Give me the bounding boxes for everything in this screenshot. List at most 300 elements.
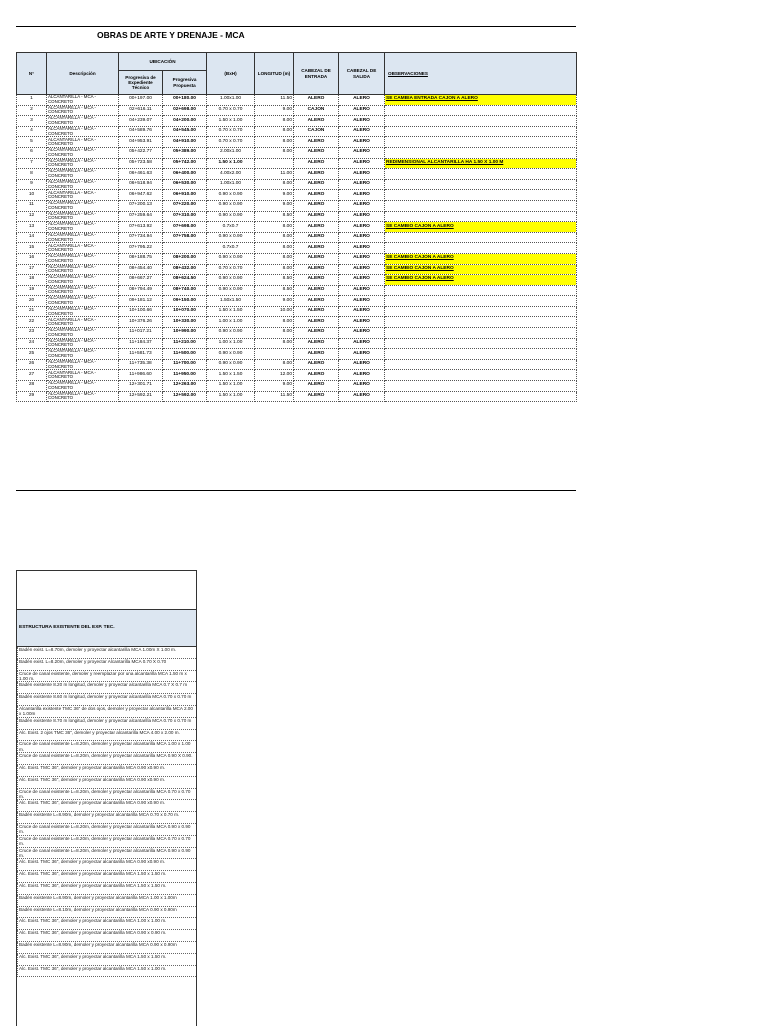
cell-n: 8 — [17, 169, 47, 180]
cell-bxh: 0.90 x 0.90 — [207, 328, 255, 339]
cell-bxh: 0.90 x 0.90 — [207, 253, 255, 264]
cell-cabezal-entrada: ALERO — [294, 211, 339, 222]
cell-cabezal-salida: ALERO — [339, 317, 385, 328]
cell-descripcion: ALCANTARILLA - MCA - CONCRETO — [47, 391, 119, 402]
cell-observaciones — [385, 306, 577, 317]
cell-progresiva-expediente: 11+581.73 — [119, 349, 163, 360]
cell-descripcion: ALCANTARILLA - MCA - CONCRETO — [47, 222, 119, 233]
cell-n: 10 — [17, 190, 47, 201]
cell-progresiva-expediente: 05+723.58 — [119, 158, 163, 169]
cell-observaciones — [385, 391, 577, 402]
cell-progresiva-expediente: 10+376.26 — [119, 317, 163, 328]
cell-observaciones — [385, 137, 577, 148]
cell-cabezal-salida: ALERO — [339, 328, 385, 339]
cell-cabezal-salida: ALERO — [339, 243, 385, 254]
table-row — [17, 158, 577, 169]
cell-cabezal-salida: ALERO — [339, 200, 385, 211]
cell-observaciones — [385, 147, 577, 158]
cell-progresiva-expediente: 12+592.21 — [119, 391, 163, 402]
cell-bxh: 4.00x2.00 — [207, 169, 255, 180]
cell-longitud: 10.00 — [255, 306, 294, 317]
list-item: Cruce de canal existente L=8.20m, demoler y proyectar alcantarilla MCA 1.00 x 1.00 m. — [17, 741, 196, 753]
cell-cabezal-entrada: ALERO — [294, 317, 339, 328]
cell-descripcion: ALCANTARILLA - MCA - CONCRETO — [47, 95, 119, 106]
cell-cabezal-salida: ALERO — [339, 391, 385, 402]
list-item: Alc. Exist. TMC 36", demoler y proyectar alcantarilla MCA 1.50 x 1.50 m. — [17, 883, 196, 895]
cell-longitud: 8.00 — [255, 264, 294, 275]
cell-progresiva-propuesta: 08+432.00 — [163, 264, 207, 275]
table-row — [17, 370, 577, 381]
cell-longitud: 8.00 — [255, 232, 294, 243]
cell-bxh: 1.50 x 1.00 — [207, 116, 255, 127]
cell-longitud — [255, 158, 294, 169]
cell-descripcion: ALCANTARILLA - MCA - CONCRETO — [47, 381, 119, 392]
cell-cabezal-entrada: CAJON — [294, 105, 339, 116]
cell-progresiva-propuesta: 05+389.00 — [163, 147, 207, 158]
cell-n: 27 — [17, 370, 47, 381]
cell-observaciones — [385, 359, 577, 370]
cell-bxh: 0.90 x 0.90 — [207, 232, 255, 243]
cell-bxh: 1.50 x 1.50 — [207, 306, 255, 317]
cell-progresiva-propuesta: 06+530.00 — [163, 179, 207, 190]
cell-bxh: 0.7x0.7 — [207, 243, 255, 254]
cell-longitud: 8.00 — [255, 338, 294, 349]
cell-observaciones — [385, 200, 577, 211]
cell-progresiva-propuesta: 00+180.00 — [163, 95, 207, 106]
table-row — [17, 179, 577, 190]
table-row — [17, 338, 577, 349]
cell-bxh: 1.00x1.00 — [207, 179, 255, 190]
list-item: Alc. Exist. TMC 36", demoler y proyectar alcantarilla MCA 0.90 x0.90 m. — [17, 859, 196, 871]
cell-cabezal-entrada: ALERO — [294, 328, 339, 339]
cell-progresiva-expediente: 11+735.38 — [119, 359, 163, 370]
existing-structure-panel — [16, 570, 197, 1026]
table-row — [17, 359, 577, 370]
cell-progresiva-propuesta: 11+950.00 — [163, 370, 207, 381]
cell-cabezal-entrada: ALERO — [294, 370, 339, 381]
cell-progresiva-propuesta: 10+990.00 — [163, 328, 207, 339]
cell-bxh: 0.7x0.7 — [207, 222, 255, 233]
list-item: Alc. Exist. TMC 36", demoler y proyectar alcantarilla MCA 0.90 x0.90 m. — [17, 777, 196, 789]
cell-progresiva-propuesta: 11+500.00 — [163, 349, 207, 360]
cell-n: 11 — [17, 200, 47, 211]
cell-bxh: 0.90 x 0.90 — [207, 275, 255, 286]
cell-observaciones — [385, 338, 577, 349]
table-row — [17, 285, 577, 296]
cell-observaciones: SE CAMBIO CAJON A ALERO — [385, 253, 577, 264]
cell-longitud: 8.00 — [255, 243, 294, 254]
cell-bxh: 1.50 x 1.00 — [207, 158, 255, 169]
table-row — [17, 264, 577, 275]
header-descripcion: Descripción — [47, 53, 119, 95]
table-row — [17, 253, 577, 264]
list-item: Alc. Exist. TMC 36", demoler y proyectar alcantarilla MCA 1.50 x 1.00 m. — [17, 966, 196, 978]
cell-bxh: 0.70 x 0.70 — [207, 105, 255, 116]
cell-longitud: 9.00 — [255, 381, 294, 392]
cell-progresiva-expediente: 07+613.92 — [119, 222, 163, 233]
cell-bxh: 0.90 x 0.90 — [207, 200, 255, 211]
table-row — [17, 211, 577, 222]
cell-n: 5 — [17, 137, 47, 148]
list-item: Badén existente 8.20 m longitud, demoler y proyectar alcantarilla MCA 0.7 X 0.7 m — [17, 682, 196, 694]
cell-observaciones: SE CAMBIO CAJON A ALERO — [385, 222, 577, 233]
list-item: Cruce de canal existente L=8.20m, demoler y proyectar alcantarilla MCA 0.70 x 0.70 m. — [17, 836, 196, 848]
cell-cabezal-salida: ALERO — [339, 222, 385, 233]
cell-bxh: 0.70 x 0.70 — [207, 126, 255, 137]
existing-structure-list — [17, 647, 196, 977]
list-item: Alc. Exist. TMC 36", demoler y proyectar alcantarilla MCA 1.50 x 1.50 m. — [17, 954, 196, 966]
cell-cabezal-salida: ALERO — [339, 381, 385, 392]
cell-bxh: 0.90 x 0.90 — [207, 359, 255, 370]
cell-n: 9 — [17, 179, 47, 190]
cell-progresiva-propuesta: 08+740.00 — [163, 285, 207, 296]
cell-cabezal-entrada: ALERO — [294, 147, 339, 158]
header-longitud: LONGITUD (m) — [255, 53, 294, 95]
cell-progresiva-expediente: 11+986.60 — [119, 370, 163, 381]
cell-bxh: 1.50 x 1.00 — [207, 391, 255, 402]
list-item: Alc. Exist. 2 ojos TMC 36", demoler y proyectar alcantarilla MCA 4.00 x 2.00 m. — [17, 730, 196, 742]
cell-progresiva-propuesta: 11+210.00 — [163, 338, 207, 349]
cell-cabezal-salida: ALERO — [339, 264, 385, 275]
page-title: OBRAS DE ARTE Y DRENAJE - MCA — [97, 30, 245, 40]
cell-n: 20 — [17, 296, 47, 307]
cell-n: 13 — [17, 222, 47, 233]
list-item: Badén exist. L=8.20m, demoler y proyectar Alcantarilla MCA 0.70 X 0.70 — [17, 659, 196, 671]
cell-longitud: 8.00 — [255, 253, 294, 264]
bottom-rule — [16, 490, 576, 491]
cell-bxh: 1.50 x 1.50 — [207, 370, 255, 381]
cell-progresiva-expediente: 05+422.77 — [119, 147, 163, 158]
cell-n: 24 — [17, 338, 47, 349]
cell-observaciones — [385, 370, 577, 381]
table-row — [17, 126, 577, 137]
cell-cabezal-salida: ALERO — [339, 306, 385, 317]
table-row — [17, 116, 577, 127]
cell-longitud: 8.50 — [255, 275, 294, 286]
cell-observaciones: SE CAMBIO CAJON A ALERO — [385, 275, 577, 286]
cell-longitud: 11.50 — [255, 391, 294, 402]
cell-descripcion: ALCANTARILLA - MCA - CONCRETO — [47, 359, 119, 370]
cell-cabezal-entrada: CAJON — [294, 126, 339, 137]
cell-observaciones: REDIMENSIONAL ALCANTARILLA HA 1.50 X 1.00 M — [385, 158, 577, 169]
cell-progresiva-propuesta: 12+263.00 — [163, 381, 207, 392]
cell-n: 22 — [17, 317, 47, 328]
cell-observaciones — [385, 211, 577, 222]
cell-cabezal-entrada: ALERO — [294, 306, 339, 317]
cell-observaciones — [385, 381, 577, 392]
cell-cabezal-entrada: ALERO — [294, 349, 339, 360]
cell-descripcion: ALCANTARILLA - MCA - CONCRETO — [47, 264, 119, 275]
cell-longitud: 9.00 — [255, 190, 294, 201]
cell-cabezal-entrada: ALERO — [294, 158, 339, 169]
cell-cabezal-entrada: ALERO — [294, 95, 339, 106]
cell-n: 3 — [17, 116, 47, 127]
cell-progresiva-expediente: 09+181.12 — [119, 296, 163, 307]
header-bxh: (BxH) — [207, 53, 255, 95]
cell-cabezal-entrada: ALERO — [294, 359, 339, 370]
cell-longitud: 8.00 — [255, 359, 294, 370]
culverts-table — [16, 52, 577, 402]
cell-descripcion: ALCANTARILLA - MCA - CONCRETO — [47, 190, 119, 201]
cell-progresiva-expediente: 02+616.11 — [119, 105, 163, 116]
cell-observaciones — [385, 169, 577, 180]
cell-descripcion: ALCANTARILLA - MCA - CONCRETO — [47, 126, 119, 137]
cell-longitud — [255, 349, 294, 360]
cell-observaciones — [385, 126, 577, 137]
cell-n: 12 — [17, 211, 47, 222]
header-n: N° — [17, 53, 47, 95]
cell-descripcion: ALCANTARILLA - MCA - CONCRETO — [47, 169, 119, 180]
list-item: Alc. Exist. TMC 36", demoler y proyectar alcantarilla MCA 0.90 x0.90 m. — [17, 765, 196, 777]
list-item: Badén exist. L=8.70m, demoler y proyectar alcantarilla MCA 1.00m X 1.00 m. — [17, 647, 196, 659]
list-item: Alc. Exist. TMC 36", demoler y proyectar alcantarilla MCA 1.00 x 1.00 m. — [17, 918, 196, 930]
cell-bxh: 0.70 x 0.70 — [207, 264, 255, 275]
cell-cabezal-salida: ALERO — [339, 349, 385, 360]
header-progresiva-propuesta: Progresiva Propuesta — [163, 71, 207, 95]
cell-longitud: 8.00 — [255, 147, 294, 158]
header-observaciones: OBSERVACIONES — [385, 53, 577, 95]
cell-descripcion: ALCANTARILLA - MCA - CONCRETO — [47, 349, 119, 360]
cell-cabezal-salida: ALERO — [339, 211, 385, 222]
cell-bxh: 0.90 x 0.90 — [207, 349, 255, 360]
cell-descripcion: ALCANTARILLA - MCA - CONCRETO — [47, 296, 119, 307]
cell-n: 29 — [17, 391, 47, 402]
cell-descripcion: ALCANTARILLA - MCA - CONCRETO — [47, 179, 119, 190]
cell-cabezal-salida: ALERO — [339, 370, 385, 381]
cell-progresiva-expediente: 07+734.94 — [119, 232, 163, 243]
cell-progresiva-expediente: 07+259.64 — [119, 211, 163, 222]
cell-n: 4 — [17, 126, 47, 137]
cell-progresiva-expediente: 04+589.76 — [119, 126, 163, 137]
cell-observaciones — [385, 190, 577, 201]
cell-cabezal-salida: ALERO — [339, 158, 385, 169]
table-row — [17, 232, 577, 243]
cell-observaciones — [385, 243, 577, 254]
table-row — [17, 222, 577, 233]
cell-cabezal-entrada: ALERO — [294, 296, 339, 307]
cell-bxh: 2.00x1.00 — [207, 147, 255, 158]
cell-cabezal-entrada: ALERO — [294, 179, 339, 190]
cell-longitud: 8.00 — [255, 116, 294, 127]
cell-n: 26 — [17, 359, 47, 370]
cell-bxh: 0.90 x 0.90 — [207, 211, 255, 222]
table-row — [17, 328, 577, 339]
list-item: Cruce de canal existente L=8.20m, demoler y proyectar alcantarilla MCA 0.90 x 0.90 m. — [17, 824, 196, 836]
cell-cabezal-salida: ALERO — [339, 116, 385, 127]
header-ubicacion: UBICACIÓN — [119, 53, 207, 71]
cell-progresiva-propuesta: 08+200.00 — [163, 253, 207, 264]
header-progresiva-expediente: Progresiva de Expediente Técnico — [119, 71, 163, 95]
cell-bxh: 0.90 x 0.90 — [207, 190, 255, 201]
cell-longitud: 9.00 — [255, 105, 294, 116]
list-item: Cruce de canal existente L=8.20m, demoler y proyectar alcantarilla MCA 0.70 x 0.70 m. — [17, 789, 196, 801]
cell-cabezal-salida: ALERO — [339, 137, 385, 148]
table-row — [17, 381, 577, 392]
cell-observaciones — [385, 116, 577, 127]
cell-progresiva-propuesta: 05+742.00 — [163, 158, 207, 169]
cell-longitud: 8.00 — [255, 126, 294, 137]
cell-observaciones — [385, 328, 577, 339]
cell-observaciones: SE CAMBIA ENTRADA CAJON A ALERO — [385, 95, 577, 106]
culverts-table-body — [17, 95, 577, 402]
table-row — [17, 147, 577, 158]
cell-cabezal-entrada: ALERO — [294, 338, 339, 349]
list-item: Badén existente 8.60 m longitud, demoler y proyectar alcantarilla MCA 0.70 x 0.70 m — [17, 694, 196, 706]
cell-observaciones — [385, 232, 577, 243]
cell-cabezal-salida: ALERO — [339, 169, 385, 180]
cell-progresiva-expediente: 06+518.94 — [119, 179, 163, 190]
cell-cabezal-salida: ALERO — [339, 338, 385, 349]
list-item: Badén existente L=8.10m, demoler y proyectar alcantarilla MCA 0.90 x 0.90m — [17, 907, 196, 919]
cell-descripcion: ALCANTARILLA - MCA - CONCRETO — [47, 370, 119, 381]
cell-descripcion: ALCANTARILLA - MCA - CONCRETO — [47, 317, 119, 328]
cell-cabezal-entrada: ALERO — [294, 285, 339, 296]
list-item: Cruce de canal existente L=8.20m, demoler y proyectar alcantarilla MCA 0.90 X 0.90. — [17, 753, 196, 765]
table-row — [17, 95, 577, 106]
cell-longitud: 8.00 — [255, 222, 294, 233]
cell-descripcion: ALCANTARILLA - MCA - CONCRETO — [47, 232, 119, 243]
cell-observaciones — [385, 317, 577, 328]
cell-progresiva-propuesta: 08+624.50 — [163, 275, 207, 286]
table-row — [17, 200, 577, 211]
list-item: Alcantarilla existente TMC 36" de dos ojos, demoler y proyectar alcantarilla MCA 2.00 x 1.00m — [17, 706, 196, 718]
table-row — [17, 391, 577, 402]
cell-n: 2 — [17, 105, 47, 116]
list-item: Badén existente 8.70 m longitud, demoler y proyectar alcantarilla MCA 0.70 x 0.70 m — [17, 718, 196, 730]
list-item: Cruce de canal existente, demoler y reemplazar por una alcantarilla MCA 1.50 m x 1.00 m. — [17, 671, 196, 683]
cell-bxh: 1.00 x 1.00 — [207, 317, 255, 328]
cell-cabezal-salida: ALERO — [339, 179, 385, 190]
list-item: Badén existente L=8.90m, demoler y proyectar alcantarilla MCA 0.70 x 0.70 m. — [17, 812, 196, 824]
cell-progresiva-propuesta: 07+698.00 — [163, 222, 207, 233]
cell-progresiva-propuesta: 07+310.00 — [163, 211, 207, 222]
cell-n: 14 — [17, 232, 47, 243]
cell-cabezal-salida: ALERO — [339, 190, 385, 201]
cell-n: 6 — [17, 147, 47, 158]
cell-longitud: 9.00 — [255, 296, 294, 307]
list-item: Alc. Exist. TMC 36", demoler y proyectar alcantarilla MCA 0.90 x 0.90 m. — [17, 930, 196, 942]
cell-progresiva-propuesta: 04+200.00 — [163, 116, 207, 127]
cell-cabezal-entrada: ALERO — [294, 264, 339, 275]
cell-longitud: 9.00 — [255, 200, 294, 211]
cell-cabezal-entrada: ALERO — [294, 381, 339, 392]
table-row — [17, 296, 577, 307]
cell-bxh: 1.00x1.00 — [207, 95, 255, 106]
existing-structure-header: ESTRUCTURA EXISTENTE DEL EXP. TEC. — [17, 609, 196, 647]
cell-cabezal-salida: ALERO — [339, 253, 385, 264]
table-row — [17, 349, 577, 360]
cell-progresiva-expediente: 08+794.49 — [119, 285, 163, 296]
cell-cabezal-entrada: ALERO — [294, 200, 339, 211]
cell-descripcion: ALCANTARILLA - MCA - CONCRETO — [47, 275, 119, 286]
cell-progresiva-propuesta: 09+150.00 — [163, 296, 207, 307]
cell-progresiva-propuesta: 06+910.00 — [163, 190, 207, 201]
cell-n: 18 — [17, 275, 47, 286]
list-item: Alc. Exist. TMC 36", demoler y proyectar alcantarilla MCA 0.90 x0.90 m. — [17, 800, 196, 812]
header-cabezal-salida: CABEZAL DE SALIDA — [339, 53, 385, 95]
table-row — [17, 275, 577, 286]
list-item: Alc. Exist. TMC 36", demoler y proyectar alcantarilla MCA 1.50 x 1.50 m. — [17, 871, 196, 883]
cell-progresiva-expediente: 04+239.07 — [119, 116, 163, 127]
table-row — [17, 306, 577, 317]
cell-n: 19 — [17, 285, 47, 296]
cell-cabezal-entrada: ALERO — [294, 222, 339, 233]
cell-cabezal-entrada: ALERO — [294, 275, 339, 286]
cell-longitud: 8.50 — [255, 211, 294, 222]
cell-cabezal-entrada: ALERO — [294, 232, 339, 243]
cell-progresiva-expediente: 00+197.00 — [119, 95, 163, 106]
cell-descripcion: ALCANTARILLA - MCA - CONCRETO — [47, 243, 119, 254]
header-cabezal-entrada: CABEZAL DE ENTRADA — [294, 53, 339, 95]
cell-cabezal-entrada: ALERO — [294, 116, 339, 127]
list-item: Badén existente L=8.90m, demoler y proyectar alcantarilla MCA 1.00 x 1.00m — [17, 895, 196, 907]
cell-progresiva-propuesta: 02+698.00 — [163, 105, 207, 116]
cell-descripcion: ALCANTARILLA - MCA - CONCRETO — [47, 211, 119, 222]
cell-progresiva-expediente: 08+667.27 — [119, 275, 163, 286]
cell-progresiva-expediente: 12+301.71 — [119, 381, 163, 392]
table-row — [17, 169, 577, 180]
cell-descripcion: ALCANTARILLA - MCA - CONCRETO — [47, 253, 119, 264]
table-row — [17, 243, 577, 254]
cell-progresiva-expediente: 07+200.13 — [119, 200, 163, 211]
cell-progresiva-expediente: 06+461.63 — [119, 169, 163, 180]
cell-cabezal-entrada: ALERO — [294, 243, 339, 254]
table-row — [17, 137, 577, 148]
cell-n: 21 — [17, 306, 47, 317]
cell-descripcion: ALCANTARILLA - MCA - CONCRETO — [47, 105, 119, 116]
cell-observaciones — [385, 179, 577, 190]
cell-cabezal-entrada: ALERO — [294, 169, 339, 180]
cell-cabezal-salida: ALERO — [339, 126, 385, 137]
table-row — [17, 105, 577, 116]
cell-descripcion: ALCANTARILLA - MCA - CONCRETO — [47, 338, 119, 349]
cell-cabezal-salida: ALERO — [339, 105, 385, 116]
cell-progresiva-propuesta: 12+592.00 — [163, 391, 207, 402]
cell-cabezal-salida: ALERO — [339, 296, 385, 307]
cell-progresiva-expediente: 08+188.75 — [119, 253, 163, 264]
cell-longitud: 8.00 — [255, 317, 294, 328]
cell-descripcion: ALCANTARILLA - MCA - CONCRETO — [47, 158, 119, 169]
cell-longitud: 11.50 — [255, 95, 294, 106]
cell-n: 25 — [17, 349, 47, 360]
cell-longitud: 8.00 — [255, 179, 294, 190]
cell-progresiva-propuesta: 10+330.00 — [163, 317, 207, 328]
cell-observaciones — [385, 285, 577, 296]
cell-progresiva-expediente: 11+017.21 — [119, 328, 163, 339]
cell-descripcion: ALCANTARILLA - MCA - CONCRETO — [47, 306, 119, 317]
cell-progresiva-propuesta: 04+910.00 — [163, 137, 207, 148]
cell-bxh: 1.00 x 1.00 — [207, 338, 255, 349]
cell-progresiva-propuesta: 11+700.00 — [163, 359, 207, 370]
cell-descripcion: ALCANTARILLA - MCA - CONCRETO — [47, 285, 119, 296]
cell-longitud: 8.00 — [255, 137, 294, 148]
cell-cabezal-salida: ALERO — [339, 275, 385, 286]
list-item: Cruce de canal existente L=8.20m, demoler y proyectar alcantarilla MCA 0.90 x 0.90 m. — [17, 848, 196, 860]
cell-cabezal-entrada: ALERO — [294, 137, 339, 148]
cell-longitud: 8.00 — [255, 328, 294, 339]
cell-bxh: 1.50 x 1.00 — [207, 381, 255, 392]
cell-cabezal-entrada: ALERO — [294, 190, 339, 201]
cell-cabezal-salida: ALERO — [339, 285, 385, 296]
cell-cabezal-salida: ALERO — [339, 95, 385, 106]
cell-longitud: 12.00 — [255, 370, 294, 381]
cell-bxh: 0.90 x 0.90 — [207, 285, 255, 296]
top-rule — [16, 26, 576, 27]
cell-progresiva-propuesta — [163, 243, 207, 254]
cell-progresiva-expediente: 08+454.40 — [119, 264, 163, 275]
cell-bxh: 1.50x1.50 — [207, 296, 255, 307]
cell-n: 1 — [17, 95, 47, 106]
